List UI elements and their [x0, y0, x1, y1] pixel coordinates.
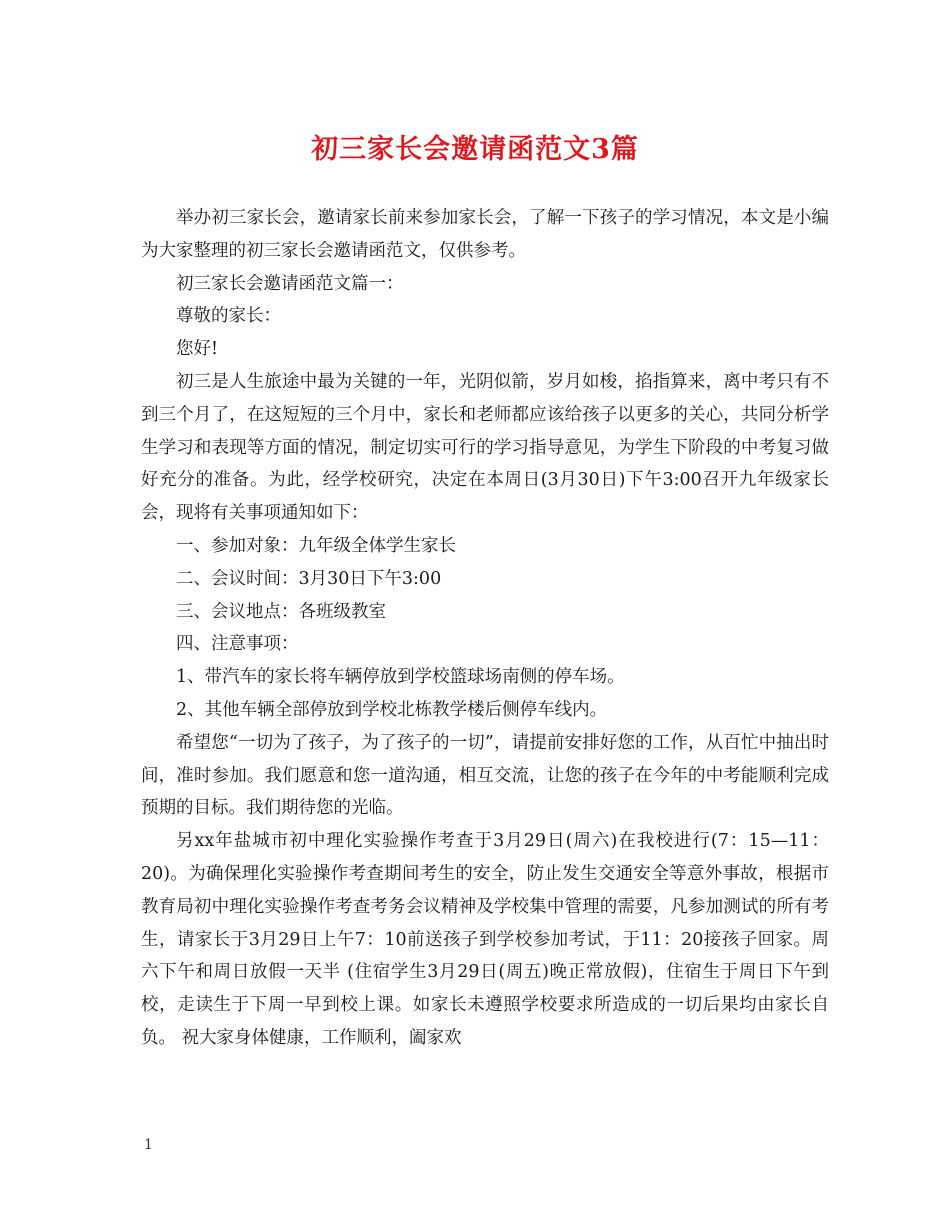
paragraph-note-1: 1、带汽车的家长将车辆停放到学校篮球场南侧的停车场。: [176, 667, 625, 688]
paragraph-attendees: 一、参加对象：九年级全体学生家长: [176, 535, 456, 556]
page-title: 初三家长会邀请函范文3篇: [311, 134, 639, 165]
paragraph-hope: 希望您“一切为了孩子，为了孩子的一切”，请提前安排好您的工作，从百忙中抽出时间，准时参加。我们愿意和您一道沟通，相互交流，让您的孩子在今年的中考能顺利完成预期的目标。我们期待您的光临。: [141, 732, 829, 819]
paragraph-meeting-location: 三、会议地点：各班级教室: [176, 601, 386, 622]
page-number: 1: [144, 1137, 153, 1153]
paragraph-meeting-time: 二、会议时间：3月30日下午3:00: [176, 568, 442, 589]
document-body: [141, 202, 829, 1055]
paragraph-greeting: 您好!: [176, 339, 219, 360]
paragraph-note-2: 2、其他车辆全部停放到学校北栋教学楼后侧停车线内。: [176, 699, 608, 720]
paragraph-notes-heading: 四、注意事项：: [176, 634, 299, 655]
paragraph-salutation: 尊敬的家长：: [176, 306, 281, 327]
paragraph-section-heading: 初三家长会邀请函范文篇一：: [176, 273, 404, 294]
paragraph-exam-notice: 另xx年盐城市初中理化实验操作考查于3月29日(周六)在我校进行(7：15—11：20)。为确保理化实验操作考查期间考生的安全，防止发生交通安全等意外事故，根据市教育局初中理化实验操作考查考务会议精神及学校集中管理的需要，凡参加测试的所有考生，请家长于3月29日上午7：10前送孩子到学校参加考试，于11：20接孩子回家。周六下午和周日放假一天半 (住宿学生3月29日(周五)晚正常放假)，住宿生于周日下午到校，走读生于下周一早到校上课。如家长未遵照学校要求所造成的一切后果均由家长自负。 祝大家身体健康，工作顺利，阖家欢: [141, 831, 829, 1048]
paragraph-main: 初三是人生旅途中最为关键的一年，光阴似箭，岁月如梭，掐指算来，离中考只有不到三个月了，在这短短的三个月中，家长和老师都应该给孩子以更多的关心，共同分析学生学习和表现等方面的情况，制定切实可行的学习指导意见，为学生下阶段的中考复习做好充分的准备。为此，经学校研究，决定在本周日(3月30日)下午3:00召开九年级家长会，现将有关事项通知如下：: [141, 371, 829, 524]
paragraph-intro: 举办初三家长会，邀请家长前来参加家长会，了解一下孩子的学习情况，本文是小编为大家整理的初三家长会邀请函范文，仅供参考。: [141, 208, 829, 261]
